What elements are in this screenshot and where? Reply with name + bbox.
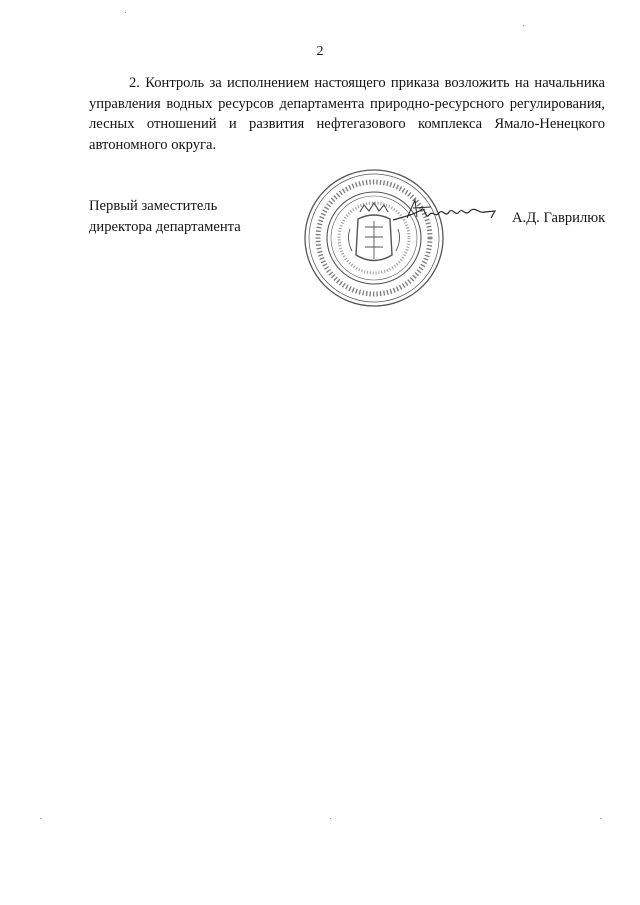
signatory-position-line1: Первый заместитель xyxy=(89,198,218,214)
signatory-block xyxy=(89,196,241,237)
scan-speck xyxy=(600,818,601,819)
scan-speck xyxy=(40,818,41,819)
handwritten-signature-icon xyxy=(391,196,503,230)
scan-speck xyxy=(125,12,126,13)
official-round-seal-icon xyxy=(302,167,446,309)
signer-name: А.Д. Гаврилюк xyxy=(512,210,606,226)
paragraph-2: 2. Контроль за исполнением настоящего приказа возложить на начальника управления водных ресурсов департамента природно-ресурсного регулирования, лесных отношений и развития нефтегазового комплекса Ямало-Ненецкого автономного округа. xyxy=(89,75,605,153)
scan-speck xyxy=(330,818,331,819)
signatory-position-line2: директора департамента xyxy=(89,218,241,235)
scan-speck xyxy=(523,25,524,26)
page-number: 2 xyxy=(316,44,324,59)
